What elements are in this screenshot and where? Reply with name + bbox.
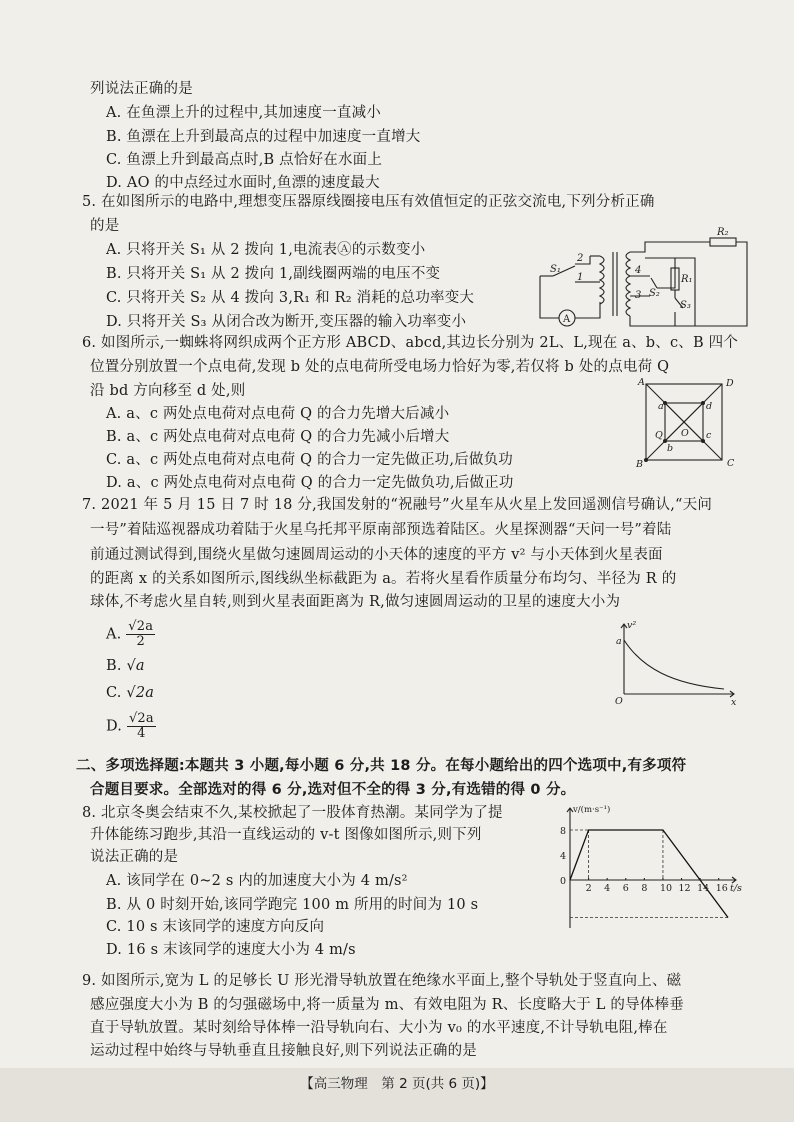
q9-line-3: 直于导轨放置。某时刻给导体棒一沿导轨向右、大小为 v₀ 的水平速度,不计导轨电阻,棒在 <box>90 1020 668 1036</box>
vt-ytick-4: 4 <box>560 851 567 862</box>
q5-stem: 5. 在如图所示的电路中,理想变压器原线圈接电压有效值恒定的正弦交流电,下列分析正确 <box>82 194 655 210</box>
q7-option-a-denominator: 2 <box>136 634 145 649</box>
q7-axis-x-label: x <box>731 697 737 708</box>
q7-option-c-label: C. <box>106 685 122 701</box>
q6-label-B: B <box>636 459 643 470</box>
q6-label-Q: Q <box>655 430 663 441</box>
q4-option-b: B. 鱼漂在上升到最高点的过程中加速度一直增大 <box>106 129 421 145</box>
q5-option-a: A. 只将开关 S₁ 从 2 拨向 1,电流表Ⓐ的示数变小 <box>106 242 426 258</box>
q8-vt-chart <box>548 800 746 928</box>
vt-ytick-0: 0 <box>560 876 567 887</box>
q7-curve-graph <box>612 618 742 708</box>
q7-option-c <box>106 684 154 703</box>
q8-option-a: A. 该同学在 0~2 s 内的加速度大小为 4 m/s² <box>106 873 408 889</box>
q7-option-a-fraction <box>126 620 155 649</box>
q7-option-d <box>106 712 156 741</box>
q5-option-b: B. 只将开关 S₁ 从 2 拨向 1,副线圈两端的电压不变 <box>106 266 441 282</box>
q6-label-C: C <box>727 458 735 469</box>
section-2-header-line-1: 二、多项选择题:本题共 3 小题,每小题 6 分,共 18 分。在每小题给出的四个选项中,有多项符 <box>76 758 687 774</box>
q7-line-2: 一号”着陆巡视器成功着陆于火星乌托邦平原南部预选着陆区。火星探测器“天问一号”着陆 <box>90 522 672 538</box>
q7-axis-y-label: v² <box>627 620 637 631</box>
q7-option-b-value: √a <box>126 658 145 674</box>
q6-label-D: D <box>726 378 734 389</box>
q6-option-c: C. a、c 两处点电荷对点电荷 Q 的合力一定先做正功,后做负功 <box>106 452 513 468</box>
q8-option-d: D. 16 s 末该同学的速度大小为 4 m/s <box>106 942 356 958</box>
vt-xtick-8: 8 <box>641 883 648 894</box>
q6-label-c: c <box>706 430 712 441</box>
section-2-header-line-2: 合题目要求。全部选对的得 6 分,选对但不全的得 3 分,有选错的得 0 分。 <box>90 782 576 798</box>
q5-label-1: 1 <box>577 272 584 283</box>
q4-option-a: A. 在鱼漂上升的过程中,其加速度一直减小 <box>106 105 381 121</box>
vt-xtick-4: 4 <box>604 883 611 894</box>
q7-origin-label: O <box>615 696 623 707</box>
q6-label-A: A <box>638 377 645 388</box>
q7-option-b-label: B. <box>106 658 122 674</box>
q7-intercept-label: a <box>616 636 622 647</box>
q7-line-4: 的距离 x 的关系如图所示,图线纵坐标截距为 a。若将火星看作质量分布均匀、半径为 R 的 <box>90 571 677 587</box>
q5-label-s2: S₂ <box>649 288 660 299</box>
page-footer: 【高三物理 第 2 页(共 6 页)】 <box>300 1076 494 1092</box>
q6-stem-2: 位置分别放置一个点电荷,发现 b 处的点电荷所受电场力恰好为零,若仅将 b 处的点电荷 Q <box>90 359 670 375</box>
q5-option-c: C. 只将开关 S₂ 从 4 拨向 3,R₁ 和 R₂ 消耗的总功率变大 <box>106 290 475 306</box>
q9-line-1: 9. 如图所示,宽为 L 的足够长 U 形光滑导轨放置在绝缘水平面上,整个导轨处于竖直向上、磁 <box>82 973 682 989</box>
q7-line-5: 球体,不考虑火星自转,则到火星表面距离为 R,做匀速圆周运动的卫星的速度大小为 <box>90 594 621 610</box>
q6-option-b: B. a、c 两处点电荷对点电荷 Q 的合力先减小后增大 <box>106 429 450 445</box>
q5-label-3: 3 <box>635 290 642 301</box>
q7-option-d-fraction <box>127 712 156 741</box>
q4-option-c: C. 鱼漂上升到最高点时,B 点恰好在水面上 <box>106 152 383 168</box>
q5-label-r1: R₁ <box>681 274 693 285</box>
q7-option-d-label: D. <box>106 718 123 735</box>
q6-stem-3: 沿 bd 方向移至 d 处,则 <box>90 383 246 399</box>
vt-xlabel: t/s <box>730 883 742 894</box>
q4-stem-end: 列说法正确的是 <box>90 81 193 97</box>
q7-option-d-numerator: √2a <box>128 711 154 726</box>
q5-label-2: 2 <box>577 253 584 264</box>
vt-xtick-12: 12 <box>678 883 691 894</box>
q6-option-d: D. a、c 两处点电荷对点电荷 Q 的合力一定先做负功,后做正功 <box>106 475 514 491</box>
vt-ytick-8: 8 <box>560 826 567 837</box>
q7-option-c-value: √2a <box>126 685 155 701</box>
q5-option-d: D. 只将开关 S₃ 从闭合改为断开,变压器的输入功率变小 <box>106 314 467 330</box>
q7-option-a-label: A. <box>106 626 122 643</box>
q7-line-1: 7. 2021 年 5 月 15 日 7 时 18 分,我国发射的“祝融号”火星车从火星上发回遥测信号确认,“天问 <box>82 497 713 513</box>
q7-line-3: 前通过测试得到,围绕火星做匀速圆周运动的小天体的速度的平方 v² 与小天体到火星表面 <box>90 547 663 563</box>
vt-xtick-16: 16 <box>715 883 728 894</box>
q6-label-a: a <box>658 401 664 412</box>
q6-option-a: A. a、c 两处点电荷对点电荷 Q 的合力先增大后减小 <box>106 406 450 422</box>
q7-option-b <box>106 657 145 676</box>
q7-option-d-denominator: 4 <box>137 726 146 741</box>
q8-line-2: 升体能练习跑步,其沿一直线运动的 v-t 图像如图所示,则下列 <box>90 827 482 843</box>
q5-circuit-diagram <box>535 227 750 336</box>
q5-label-r2: R₂ <box>717 227 729 238</box>
q4-option-d: D. AO 的中点经过水面时,鱼漂的速度最大 <box>106 175 380 191</box>
vt-xtick-14: 14 <box>697 883 710 894</box>
q9-line-4-text: 运动过程中始终与导轨垂直且接触良好,则下列说法正确的是 <box>90 1043 478 1059</box>
q8-option-c: C. 10 s 末该同学的速度方向反向 <box>106 919 325 935</box>
vt-ylabel: v/(m·s⁻¹) <box>573 805 611 815</box>
q6-stem: 6. 如图所示,一蜘蛛将网织成两个正方形 ABCD、abcd,其边长分别为 2L、L,现在 a、b、c、B 四个 <box>82 335 739 351</box>
vt-xtick-2: 2 <box>585 883 592 894</box>
q8-line-1: 8. 北京冬奥会结束不久,某校掀起了一股体育热潮。某同学为了提 <box>82 805 503 821</box>
q5-label-4: 4 <box>635 265 642 276</box>
q5-ammeter-label: A <box>563 314 571 325</box>
q7-option-a-numerator: √2a <box>128 619 154 634</box>
q7-option-a <box>106 620 155 649</box>
q6-label-O: O <box>681 428 689 439</box>
q6-label-d: d <box>706 401 713 412</box>
q9-line-2: 感应强度大小为 B 的匀强磁场中,将一质量为 m、有效电阻为 R、长度略大于 L 的导体棒垂 <box>90 997 684 1013</box>
q5-label-s3: S₃ <box>680 300 691 311</box>
q9-line-4 <box>90 1042 477 1061</box>
q8-option-b: B. 从 0 时刻开始,该同学跑完 100 m 所用的时间为 10 s <box>106 897 479 913</box>
vt-series-line <box>570 830 728 918</box>
vt-xtick-10: 10 <box>659 883 673 894</box>
q6-label-b: b <box>667 443 674 454</box>
q6-square-diagram <box>630 376 740 468</box>
q5-label-s1: S₁ <box>550 264 561 275</box>
q5-stem-2: 的是 <box>90 218 120 234</box>
vt-xtick-6: 6 <box>622 883 629 894</box>
q8-line-3: 说法正确的是 <box>90 849 179 865</box>
